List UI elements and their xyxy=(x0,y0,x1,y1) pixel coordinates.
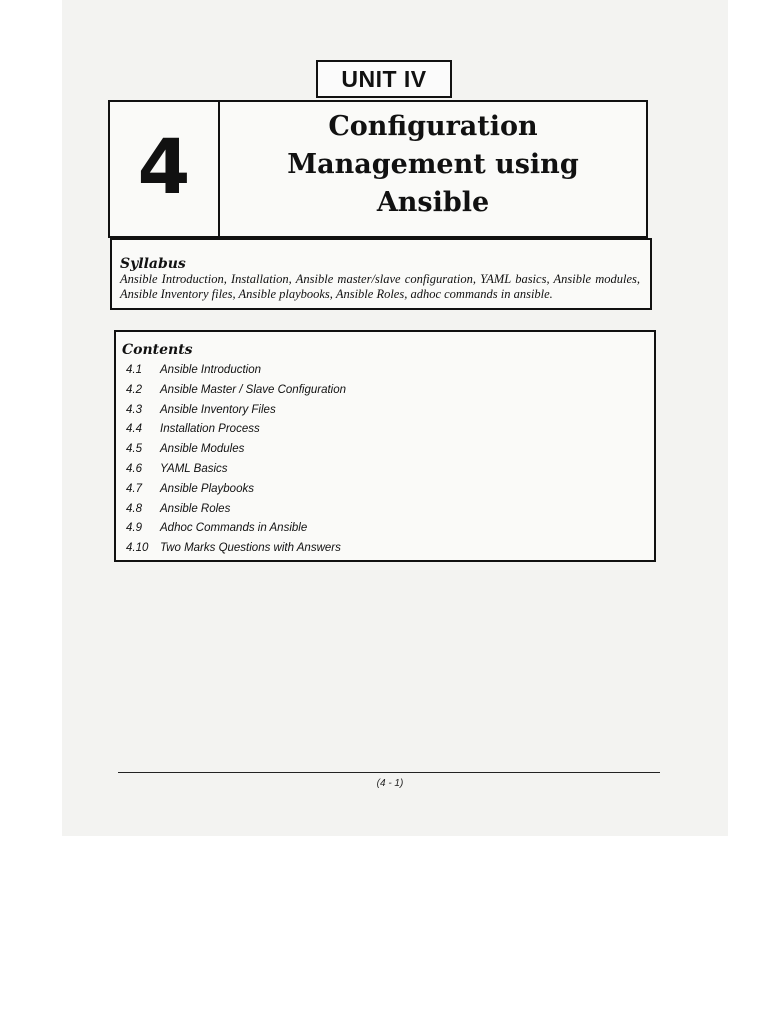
unit-label: UNIT IV xyxy=(316,60,452,98)
contents-item xyxy=(126,384,346,404)
contents-item xyxy=(126,503,346,523)
contents-item-title: Adhoc Commands in Ansible xyxy=(160,522,308,535)
contents-item-number: 4.4 xyxy=(126,423,142,436)
contents-item xyxy=(126,483,346,503)
contents-item-title: Ansible Master / Slave Configuration xyxy=(160,383,347,396)
chapter-title xyxy=(220,108,646,222)
contents-item-title: Installation Process xyxy=(160,423,260,436)
chapter-title-line-1: Configuration xyxy=(328,111,538,142)
contents-item-number: 4.2 xyxy=(126,383,142,396)
contents-item xyxy=(126,364,346,384)
contents-item-number: 4.8 xyxy=(126,502,142,515)
contents-item xyxy=(126,443,346,463)
contents-item xyxy=(126,542,346,562)
contents-item-title: Ansible Introduction xyxy=(160,364,262,376)
contents-item xyxy=(126,404,346,424)
contents-item xyxy=(126,522,346,542)
chapter-number-cell xyxy=(110,102,220,236)
contents-item-number: 4.3 xyxy=(126,403,142,416)
chapter-number: 4 xyxy=(137,122,191,211)
syllabus-heading: Syllabus xyxy=(120,256,186,272)
contents-item-number: 4.7 xyxy=(126,482,142,495)
contents-item xyxy=(126,463,346,483)
contents-item-title: Ansible Roles xyxy=(160,502,231,515)
contents-item-title: Ansible Modules xyxy=(160,443,245,456)
contents-item-number: 4.5 xyxy=(126,443,142,456)
contents-item-title: Ansible Playbooks xyxy=(160,482,254,495)
contents-heading: Contents xyxy=(122,342,193,358)
contents-item-title: Two Marks Questions with Answers xyxy=(160,542,341,555)
syllabus-box xyxy=(110,238,652,310)
chapter-title-line-3: Ansible xyxy=(376,187,490,218)
contents-box xyxy=(114,330,656,562)
contents-item-number: 4.10 xyxy=(126,542,149,555)
chapter-title-box xyxy=(108,100,648,238)
page-number: (4 - 1) xyxy=(376,778,404,789)
contents-item-number: 4.9 xyxy=(126,522,142,535)
footer-rule xyxy=(118,772,660,773)
contents-item-number: 4.6 xyxy=(126,462,142,475)
contents-list xyxy=(126,364,346,562)
syllabus-text: Ansible Introduction, Installation, Ansible master/slave configuration, YAML basics, Ansible modules, Ansible Inventory files, Ansible playbooks, Ansible Roles, adhoc commands in ansible. xyxy=(120,272,640,301)
contents-item xyxy=(126,423,346,443)
contents-item-number: 4.1 xyxy=(126,364,142,376)
contents-item-title: Ansible Inventory Files xyxy=(160,403,276,416)
contents-item-title: YAML Basics xyxy=(160,462,228,475)
chapter-title-line-2: Management using xyxy=(287,149,579,180)
